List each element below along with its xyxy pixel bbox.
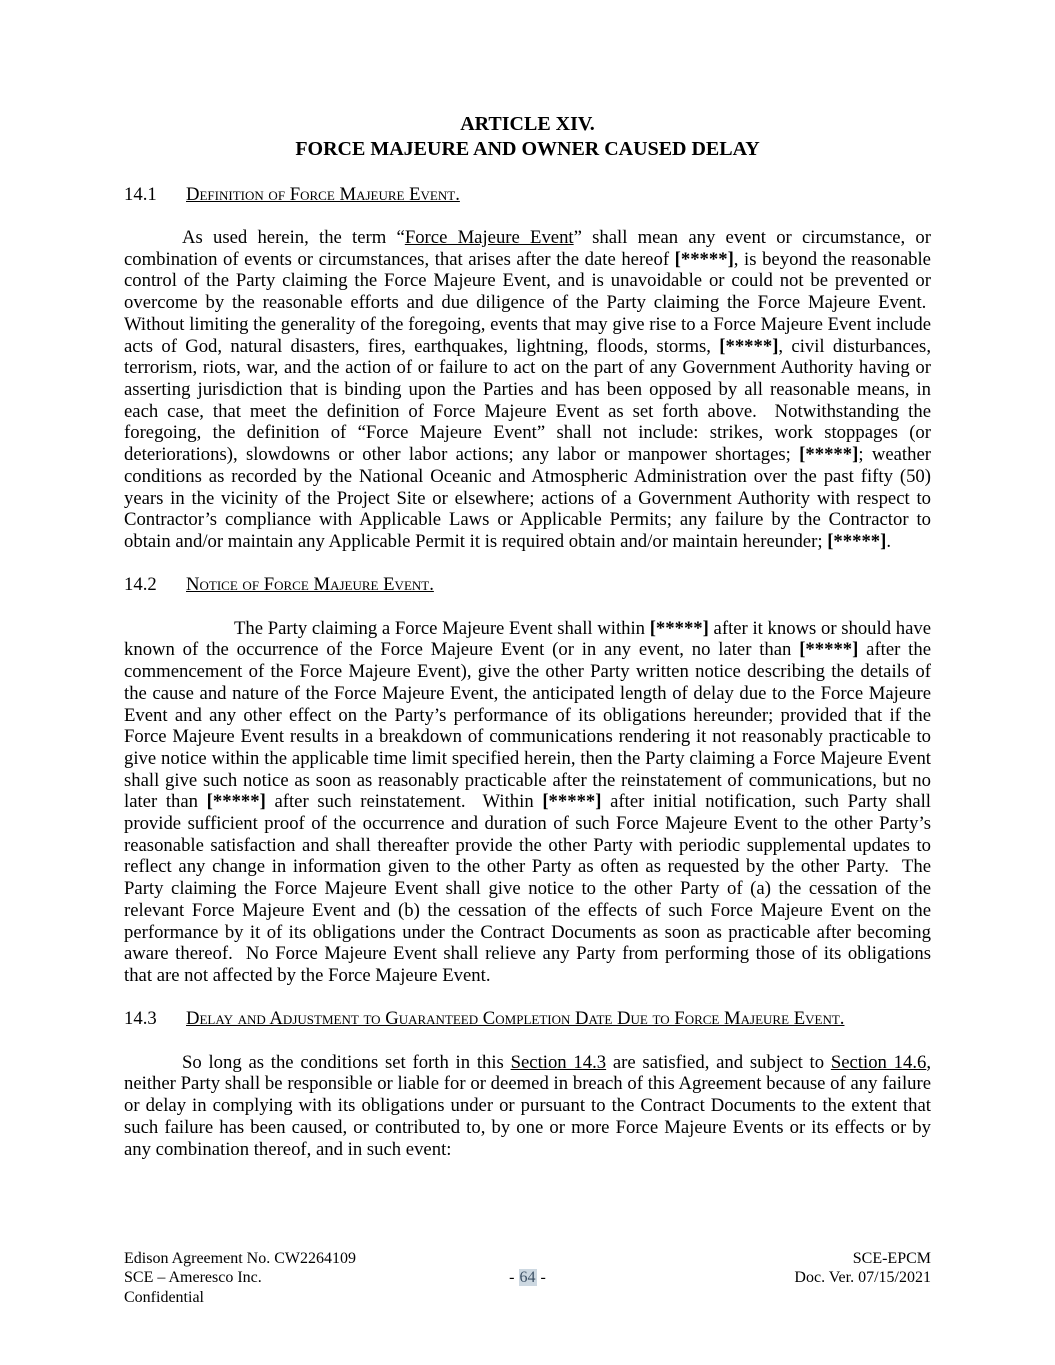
text-segment: [*****] [719, 335, 779, 357]
text-segment: ; weather conditions as recorded by the National Oceanic and Atmospheric Administration over the past fifty (50) years in the vicinity of the Project Site or elsewhere; actions of a Government Authority with respect to Contractor’s compliance with Applicable Laws or Applicable Permits; any failure by the Contractor to obtain and/or maintain any Applicable Permit it is required obtain and/or maintain hereunder; [124, 444, 931, 552]
text-segment: [*****] [542, 791, 602, 813]
text-segment: , civil disturbances, terrorism, riots, war, and the action of or failure to act on the part of any Government Authority having or asserting jurisdiction that is binding upon the Parties and has been opposed by all reasonable means, in each case, that meet the definition of Force Majeure Event as set forth above. Notwithstanding the foregoing, the definition of “Force Majeure Event” shall not include: strikes, work stoppages (or deteriorations), slowdowns or other labor actions; any labor or manpower shortages; [124, 335, 931, 466]
footer-doc-type: SCE-EPCM [852, 1250, 931, 1267]
page-number-field: 64 [519, 1269, 536, 1287]
section-heading-text-14-2: Notice of Force Majeure Event. [186, 574, 434, 596]
article-subtitle: FORCE MAJEURE AND OWNER CAUSED DELAY [295, 138, 760, 160]
text-segment: Section 14.3 [510, 1051, 607, 1073]
footer-confidential: Confidential [124, 1288, 204, 1306]
text-segment: after it knows or should have known of the occurrence of the Force Majeure Event (or in any event, no later than [124, 617, 932, 661]
text-segment: [*****] [799, 444, 859, 466]
section-heading-14-2 [124, 574, 931, 596]
text-segment: after the commencement of the Force Majeure Event), give the other Party written notice describing the details of the cause and nature of the Force Majeure Event, the anticipated length of delay due to the Force Majeure Event and any other effect on the Party’s performance of its obligations hereunder; provided that if the Force Majeure Event results in a breakdown of communications rendering it not reasonably practicable to give notice within the applicable time limit specified herein, then the Party claiming a Force Majeure Event shall give such notice as soon as reasonably practicable after the reinstatement of communications, but no later than [124, 639, 931, 813]
paragraph-14-3 [124, 1052, 931, 1161]
text-segment: So long as the conditions set forth in this [182, 1051, 511, 1073]
section-heading-14-1 [124, 184, 931, 206]
page-number [509, 1249, 546, 1307]
text-segment: [*****] [827, 530, 887, 552]
text-segment: [*****] [799, 639, 859, 661]
footer-left-block [124, 1249, 509, 1307]
text-segment: [*****] [649, 617, 709, 639]
text-segment: are satisfied, and subject to [606, 1051, 831, 1073]
text-segment: ” shall mean any event or circumstance, or combination of events or circumstances, that arises after the date hereof [124, 227, 931, 270]
text-segment: . [886, 530, 892, 552]
text-segment: Force Majeure Event [404, 227, 574, 249]
article-title: ARTICLE XIV. [460, 113, 595, 135]
section-heading-14-3 [124, 1008, 931, 1030]
footer-agreement-number: Edison Agreement No. CW2264109 [124, 1250, 356, 1267]
page-number-prefix: - [509, 1269, 519, 1287]
footer-doc-version: Doc. Ver. 07/15/2021 [794, 1269, 931, 1287]
footer-right-block [546, 1249, 931, 1307]
section-heading-text-14-1: Definition of Force Majeure Event. [186, 183, 460, 205]
article-title-block [124, 0, 931, 162]
text-segment: As used herein, the term “ [182, 227, 405, 249]
page-footer [124, 1249, 931, 1307]
text-segment: The Party claiming a Force Majeure Event shall within [234, 617, 650, 639]
text-segment: [*****] [206, 791, 266, 813]
text-segment: [*****] [674, 248, 734, 270]
paragraph-14-1 [124, 227, 931, 553]
text-segment: , neither Party shall be responsible or liable for or deemed in breach of this Agreement because of any failure or delay in complying with its obligations under or pursuant to the Contract Documents to the extent that such failure has been caused, or contributed to, by one or more Force Majeure Events or its effects or by any combination thereof, and in such event: [124, 1051, 932, 1160]
text-segment: , is beyond the reasonable control of the Party claiming the Force Majeure Event, and is unavoidable or could not be prevented or overcome by the reasonable efforts and due diligence of the Party claiming the Force Majeure Event. Without limiting the generality of the foregoing, events that may give rise to a Force Majeure Event include acts of God, natural disasters, fires, earthquakes, lightning, floods, storms, [124, 248, 931, 357]
page-number-suffix: - [536, 1269, 546, 1287]
text-segment: Section 14.6 [830, 1051, 927, 1073]
section-heading-text-14-3: Delay and Adjustment to Guaranteed Completion Date Due to Force Majeure Event. [186, 1008, 845, 1030]
section-number-14-1: 14.1 [124, 183, 157, 205]
section-number-14-2: 14.2 [124, 574, 157, 596]
footer-parties: SCE – Ameresco Inc. [124, 1269, 262, 1287]
text-segment: after initial notification, such Party shall provide sufficient proof of the occurrence and duration of such Force Majeure Event to the other Party’s reasonable satisfaction and shall thereafter provide the other Party with periodic supplemental updates to reflect any change in information given to the other Party as often as requested by the other Party. The Party claiming the Force Majeure Event shall give notice to the other Party of (a) the cessation of the relevant Force Majeure Event and (b) the cessation of the effects of such Force Majeure Event on the performance by it of its obligations under the Contract Documents as soon as practicable after becoming aware thereof. No Force Majeure Event shall relieve any Party from performing those of its obligations that are not affected by the Force Majeure Event. [124, 791, 931, 986]
text-segment: after such reinstatement. Within [265, 791, 543, 813]
paragraph-14-2 [124, 618, 931, 987]
section-number-14-3: 14.3 [124, 1008, 157, 1030]
